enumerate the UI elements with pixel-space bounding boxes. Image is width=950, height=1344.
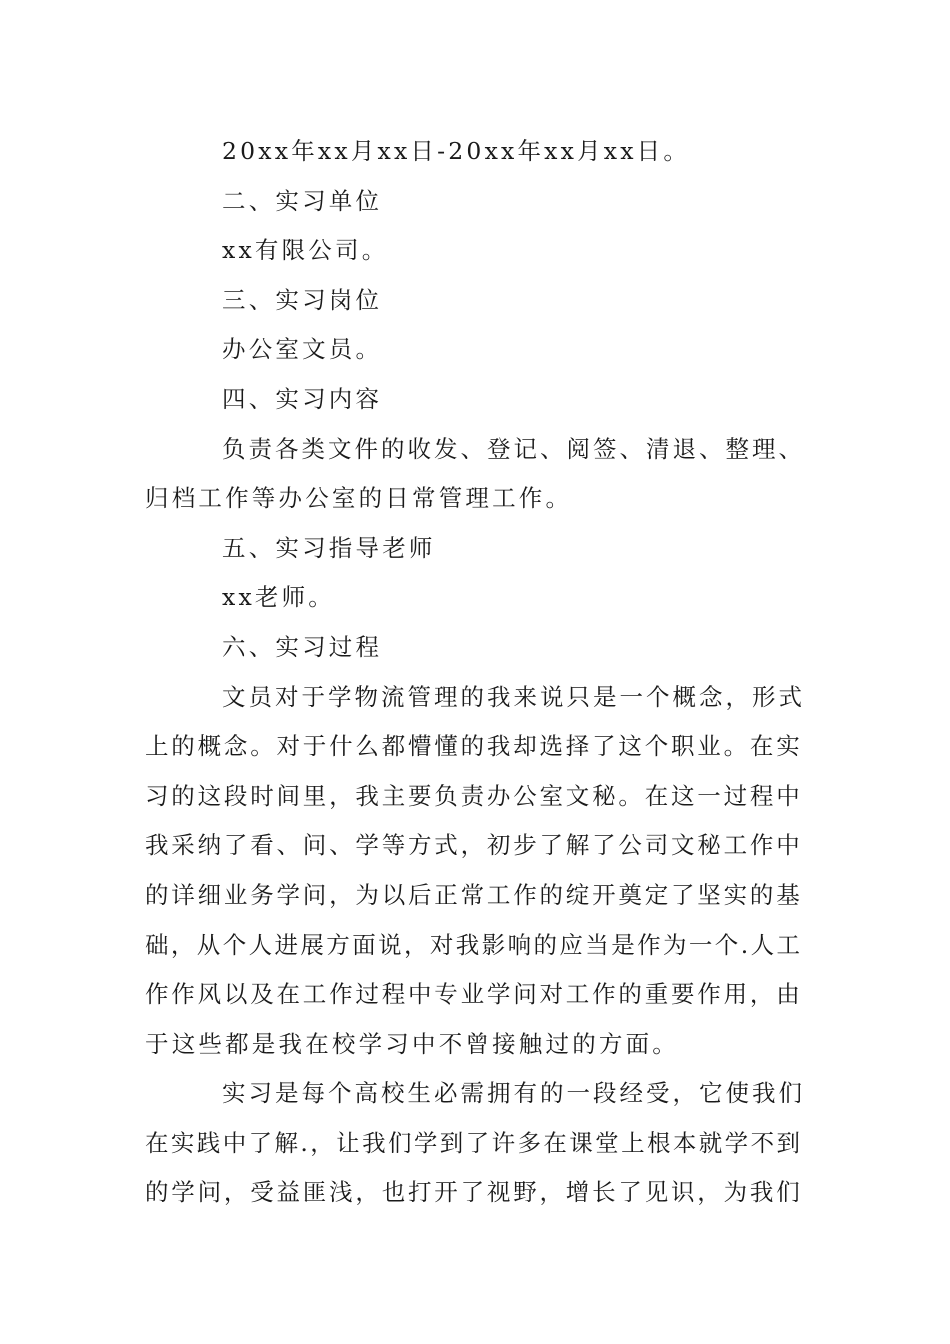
- heading-internship-process: 六、实习过程: [222, 632, 383, 661]
- internship-advisor-value: xx老师。: [222, 583, 336, 612]
- heading-internship-advisor: 五、实习指导老师: [222, 533, 436, 562]
- heading-internship-position: 三、实习岗位: [222, 285, 383, 314]
- internship-period: 20xx年xx月xx日-20xx年xx月xx日。: [222, 137, 691, 165]
- process-paragraph-line: 作作风以及在工作过程中专业学问对工作的重要作用，由: [145, 980, 803, 1009]
- process-paragraph-line: 我采纳了看、问、学等方式，初步了解了公司文秘工作中: [145, 831, 803, 860]
- heading-internship-content: 四、实习内容: [222, 384, 383, 413]
- internship-unit-value: xx有限公司。: [222, 236, 389, 265]
- process-paragraph-line: 上的概念。对于什么都懵懂的我却选择了这个职业。在实: [145, 732, 803, 761]
- process-paragraph-line: 础，从个人进展方面说，对我影响的应当是作为一个.人工: [145, 930, 803, 959]
- process-paragraph-line: 于这些都是我在校学习中不曾接触过的方面。: [145, 1029, 679, 1058]
- process-paragraph-line: 文员对于学物流管理的我来说只是一个概念，形式: [222, 682, 805, 711]
- internship-position-value: 办公室文员。: [222, 335, 383, 364]
- content-paragraph-line: 负责各类文件的收发、登记、阅签、清退、整理、: [222, 434, 805, 463]
- content-paragraph-line: 归档工作等办公室的日常管理工作。: [145, 484, 573, 513]
- heading-internship-unit: 二、实习单位: [222, 186, 383, 215]
- process-paragraph-line: 习的这段时间里，我主要负责办公室文秘。在这一过程中: [145, 781, 803, 810]
- reflection-paragraph-line: 在实践中了解.，让我们学到了许多在课堂上根本就学不到: [145, 1128, 803, 1157]
- reflection-paragraph-line: 的学问，受益匪浅，也打开了视野，增长了见识，为我们: [145, 1178, 803, 1207]
- process-paragraph-line: 的详细业务学问，为以后正常工作的绽开奠定了坚实的基: [145, 880, 803, 909]
- document-body: [145, 127, 807, 1218]
- reflection-paragraph-line: 实习是每个高校生必需拥有的一段经受，它使我们: [222, 1079, 805, 1108]
